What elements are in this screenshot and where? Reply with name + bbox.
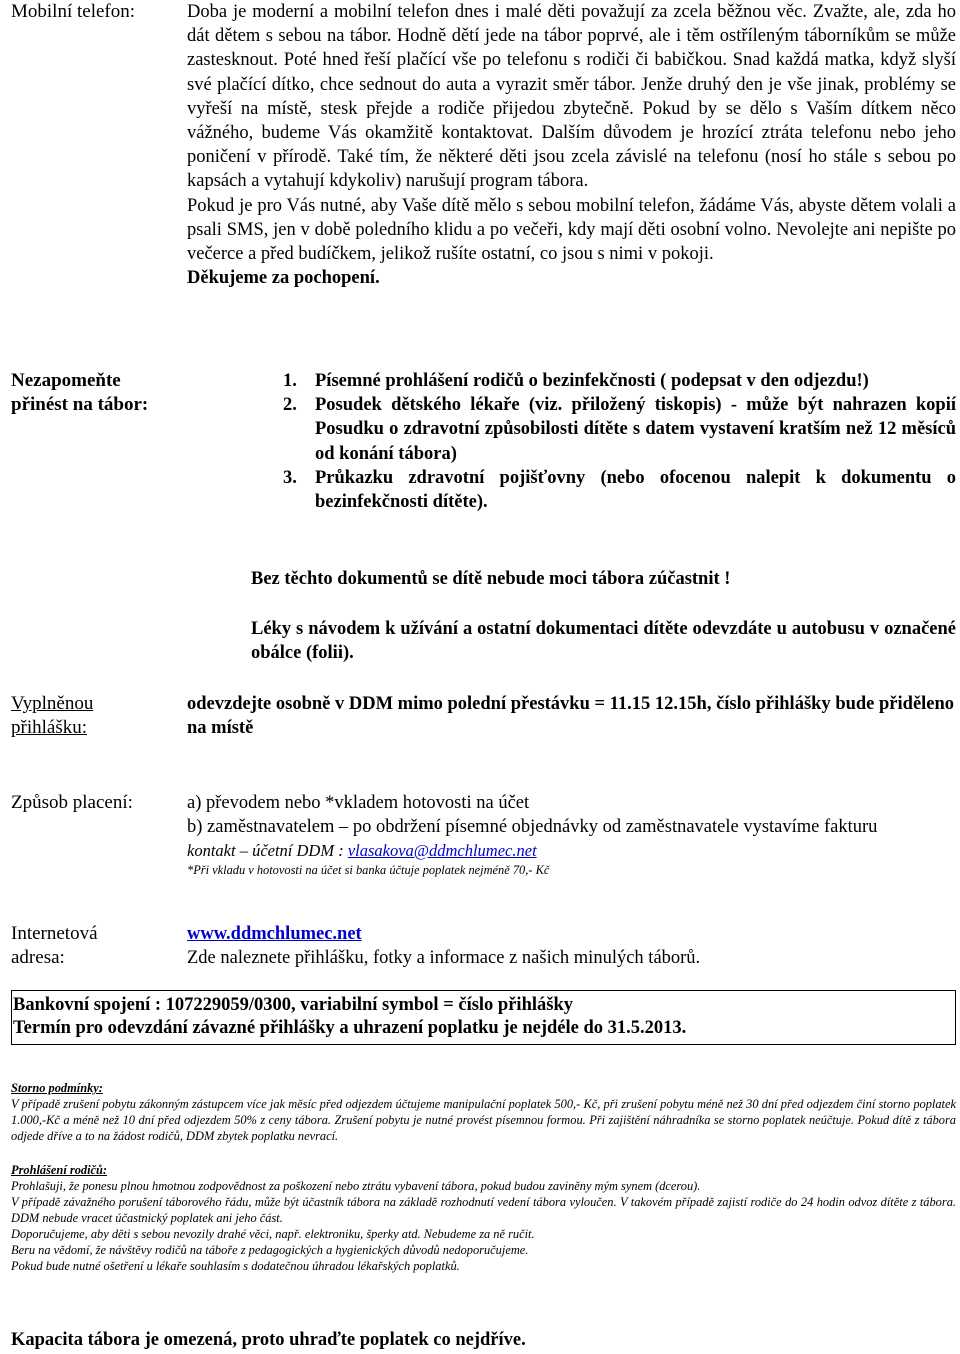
application-label-line2: přihlášku: [11, 717, 87, 738]
storno-title: Storno podmínky: [11, 1081, 103, 1095]
storno-text: V případě zrušení pobytu zákonným zástupcem více jak měsíc před odjezdem účtujeme manipulační poplatek 500,- Kč, při zrušení pobytu méně než 30 dní před odjezdem činí storno poplatek 1.000,-Kč a méně než 10 dní před odjezdem 50% z ceny tábora. Zrušení pobytu je nutné provést písemnou formou. Při zajištění náhradníka se storno poplatek neúčtuje. Pokud dítě z tábora odjede dříve a to na žádost rodičů, DDM zbytek poplatku nevrací. [11, 1097, 956, 1143]
bring-label [11, 369, 148, 417]
capacity-note: Kapacita tábora je omezená, proto uhraďte poplatek co nejdříve. [11, 1330, 526, 1350]
bank-info-box [11, 990, 956, 1045]
declaration-line: V případě závažného porušení táborového řádu, může být účastník tábora na základě rozhodnutí vedení tábora vyloučen. V takovém případě zajistí rodiče do 24 hodin odvoz dítěte z tábora. DDM nebude vracet účastnický poplatek ani jeho část. [11, 1195, 956, 1225]
requirement-item [283, 369, 956, 393]
mobile-section [187, 0, 956, 290]
web-section [187, 922, 956, 970]
web-label-line1: Internetová [11, 923, 98, 944]
mobile-thanks: Děkujeme za pochopení. [187, 268, 380, 289]
mobile-label: Mobilní telefon: [11, 1, 136, 22]
declaration-section [11, 1162, 956, 1274]
application-label-line1: Vyplněnou [11, 693, 94, 714]
payment-option-a: a) převodem nebo *vkladem hotovosti na účet [187, 793, 530, 813]
website-description: Zde naleznete přihlášku, fotky a informace z našich minulých táborů. [187, 948, 701, 968]
mobile-paragraph-1: Doba je moderní a mobilní telefon dnes i malé děti považují za zcela běžnou věc. Zvažte, ale, zda ho dát dětem s sebou na tábor. Hodně dětí jede na tábor poprvé, ale i těm ostříleným táborníkům se může zastesknout. Poté hned řeší plačící vše po telefonu s rodiči či babičkou. Snad každá matka, když slyší své plačící dítko, chce sednout do auta a vyrazit směr tábor. Jenže druhý den je vše jinak, problémy se vyřeší na místě, stesk přejde a rodiče přijedou zbytečně. Pokud by se dělo s Vaším dítkem něco vážného, budeme Vás okamžitě kontaktovat. Dalším důvodem je hrozící ztráta telefonu nebo jeho poničení v přírodě. Také tím, že některé děti jsou zcela závislé na telefonu (nosí ho stále s sebou po kapsách a vytahují kdykoliv) narušují program tábora. [187, 2, 956, 192]
contact-email-link[interactable]: vlasakova@ddmchlumec.net [347, 840, 537, 860]
payment-section [187, 791, 956, 879]
storno-section [11, 1080, 956, 1144]
web-label [11, 922, 98, 970]
declaration-line: Beru na vědomí, že návštěvy rodičů na táboře z pedagogických a hygienických důvodů nedoporučujeme. [11, 1243, 529, 1257]
declaration-line: Pokud bude nutné ošetření u lékaře souhlasím s dodatečnou úhradou lékařských poplatků. [11, 1259, 460, 1273]
requirement-number: 3. [283, 467, 297, 488]
requirement-number: 2. [283, 395, 297, 416]
medicine-note: Léky s návodem k užívání a ostatní dokumentaci dítěte odevzdáte u autobusu v označené obálce (folii). [251, 619, 956, 664]
requirement-text: Průkazku zdravotní pojišťovny (nebo ofocenou nalepit k dokumentu o bezinfekčnosti dítěte). [315, 467, 956, 513]
declaration-line: Doporučujeme, aby děti s sebou nevozily drahé věci, např. elektroniku, šperky atd. Nebudeme za ně ručit. [11, 1227, 535, 1241]
payment-note: *Při vkladu v hotovosti na účet si banka účtuje poplatek nejméně 70,- Kč [187, 862, 550, 877]
bring-label-line1: Nezapomeňte [11, 370, 121, 391]
declaration-line: Prohlašuji, že ponesu plnou hmotnou zodpovědnost za poškození nebo ztrátu vybavení tábora, pokud budou zaviněny mým synem (dcerou). [11, 1179, 701, 1193]
requirements-list [283, 369, 956, 514]
bring-label-line2: přinést na tábor: [11, 394, 149, 415]
contact-prefix: kontakt – účetní DDM : [187, 840, 348, 860]
declaration-title: Prohlášení rodičů: [11, 1163, 108, 1177]
application-instructions: odevzdejte osobně v DDM mimo polední přestávku = 11.15 12.15h, číslo přihlášky bude přiděleno na místě [187, 694, 955, 738]
web-label-line2: adresa: [11, 947, 65, 968]
application-label [11, 692, 93, 740]
payment-contact [187, 840, 956, 862]
requirement-number: 1. [283, 371, 297, 391]
payment-option-b: b) zaměstnavatelem – po obdržení písemné objednávky od zaměstnavatele vystavíme fakturu [187, 817, 878, 838]
mobile-paragraph-2: Pokud je pro Vás nutné, aby Vaše dítě mělo s sebou mobilní telefon, žádáme Vás, abyste dětem volali a psali SMS, jen v době poledního klidu a po večeři, kdy mají děti osobní volno. Nevolejte ani nepište po večerce a před budíčkem, jelikož rušíte ostatní, co jsou s nimi v pokoji. [187, 195, 956, 265]
requirement-text: Písemné prohlášení rodičů o bezinfekčnosti ( podepsat v den odjezdu!) [315, 371, 869, 391]
website-link[interactable]: www.ddmchlumec.net [187, 924, 362, 944]
bank-info-line1: Bankovní spojení : 107229059/0300, variabilní symbol = číslo přihlášky [13, 995, 573, 1015]
payment-label: Způsob placení: [11, 792, 133, 813]
requirement-item [283, 466, 956, 514]
documents-warning: Bez těchto dokumentů se dítě nebude moci tábora zúčastnit ! [251, 569, 731, 589]
requirement-text: Posudek dětského lékaře (viz. přiložený tiskopis) - může být nahrazen kopií Posudku o zdravotní způsobilosti dítěte s datem vystavení kratším než 12 měsíců od konání tábora) [315, 395, 956, 464]
requirement-item [283, 393, 956, 466]
bank-info-line2: Termín pro odevzdání závazné přihlášky a uhrazení poplatku je nejdéle do 31.5.2013. [13, 1018, 687, 1038]
